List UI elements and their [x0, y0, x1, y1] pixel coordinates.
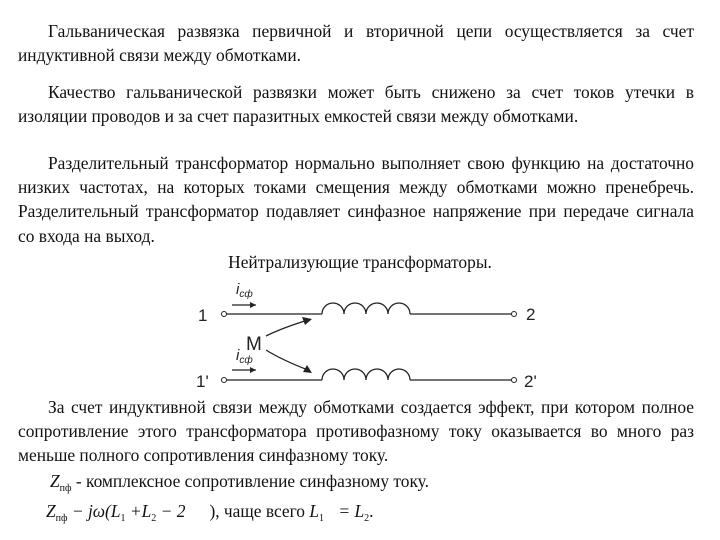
expr-part-1: − jω(L: [67, 501, 121, 521]
bottom-coil: [322, 369, 410, 380]
mutual-arrow-up: [266, 320, 308, 336]
current-arrow-bottom-head: [250, 367, 256, 373]
terminal-2p-label: 2': [524, 372, 537, 391]
expr-close: ), чаще всего: [209, 501, 310, 521]
terminal-1-node: [222, 312, 227, 317]
formula-line-1: [50, 471, 429, 494]
expr-part-2: +L: [125, 501, 152, 521]
terminal-1p-label: 1': [196, 372, 209, 391]
l2-subscript: 2: [151, 513, 157, 524]
eq-l1-sub: 1: [319, 513, 325, 524]
eq-sign: = L: [334, 501, 365, 521]
top-coil: [322, 303, 410, 314]
expr-part-3: − 2: [156, 501, 186, 521]
line1-text: - комплексное сопротивление синфазному току.: [71, 471, 429, 491]
paragraph-4: За счет индуктивной связи между обмотками создается эффект, при котором полное сопротивление этого трансформатора противофазному току оказывается во много раз меньше полного сопротивления синфазному току.: [18, 397, 694, 466]
formula-line-2: [46, 501, 374, 524]
paragraph-2: Качество гальванической развязки может быть снижено за счет токов утечки в изоляции проводов и за счет паразитных емкостей связи между обмотками.: [18, 82, 694, 127]
eq-l1: L: [309, 501, 320, 521]
terminal-2-node: [512, 312, 517, 317]
terminal-2-label: 2: [526, 305, 536, 324]
z2-subscript: пф: [55, 513, 68, 524]
terminal-1-label: 1: [198, 306, 208, 325]
terminal-2p-node: [512, 378, 517, 383]
z-subscript: пф: [59, 483, 72, 494]
mutual-arrow-down: [266, 350, 308, 370]
current-bottom-sub: сф: [239, 355, 253, 366]
terminal-1p-node: [222, 378, 227, 383]
current-label-top: [236, 281, 253, 300]
paragraph-3: Разделительный трансформатор нормально выполняет свою функцию на достаточно низких частотах, на которых токами смещения между обмотками можно пренебречь. Разделительный трансформатор подавляет синфазное напряжение при передаче сигнала со входа на выход.: [18, 153, 694, 246]
eq-end: .: [369, 501, 374, 521]
transformer-diagram: [0, 270, 720, 400]
current-bottom-symbol: i: [236, 347, 240, 364]
l1-subscript: 1: [120, 513, 126, 524]
mutual-arrow-up-head: [302, 317, 312, 325]
section-heading: Нейтрализующие трансформаторы.: [228, 252, 492, 272]
current-arrow-top-head: [250, 302, 256, 308]
mutual-label: M: [246, 334, 262, 355]
paragraph-1: Гальваническая развязка первичной и вторичной цепи осуществляется за счет индуктивной связи между обмотками.: [18, 21, 694, 66]
current-top-symbol: i: [236, 281, 240, 298]
current-top-sub: сф: [239, 289, 253, 300]
z2-symbol: Z: [46, 501, 56, 521]
eq-l2-sub: 2: [364, 513, 370, 524]
z-symbol: Z: [50, 471, 60, 491]
